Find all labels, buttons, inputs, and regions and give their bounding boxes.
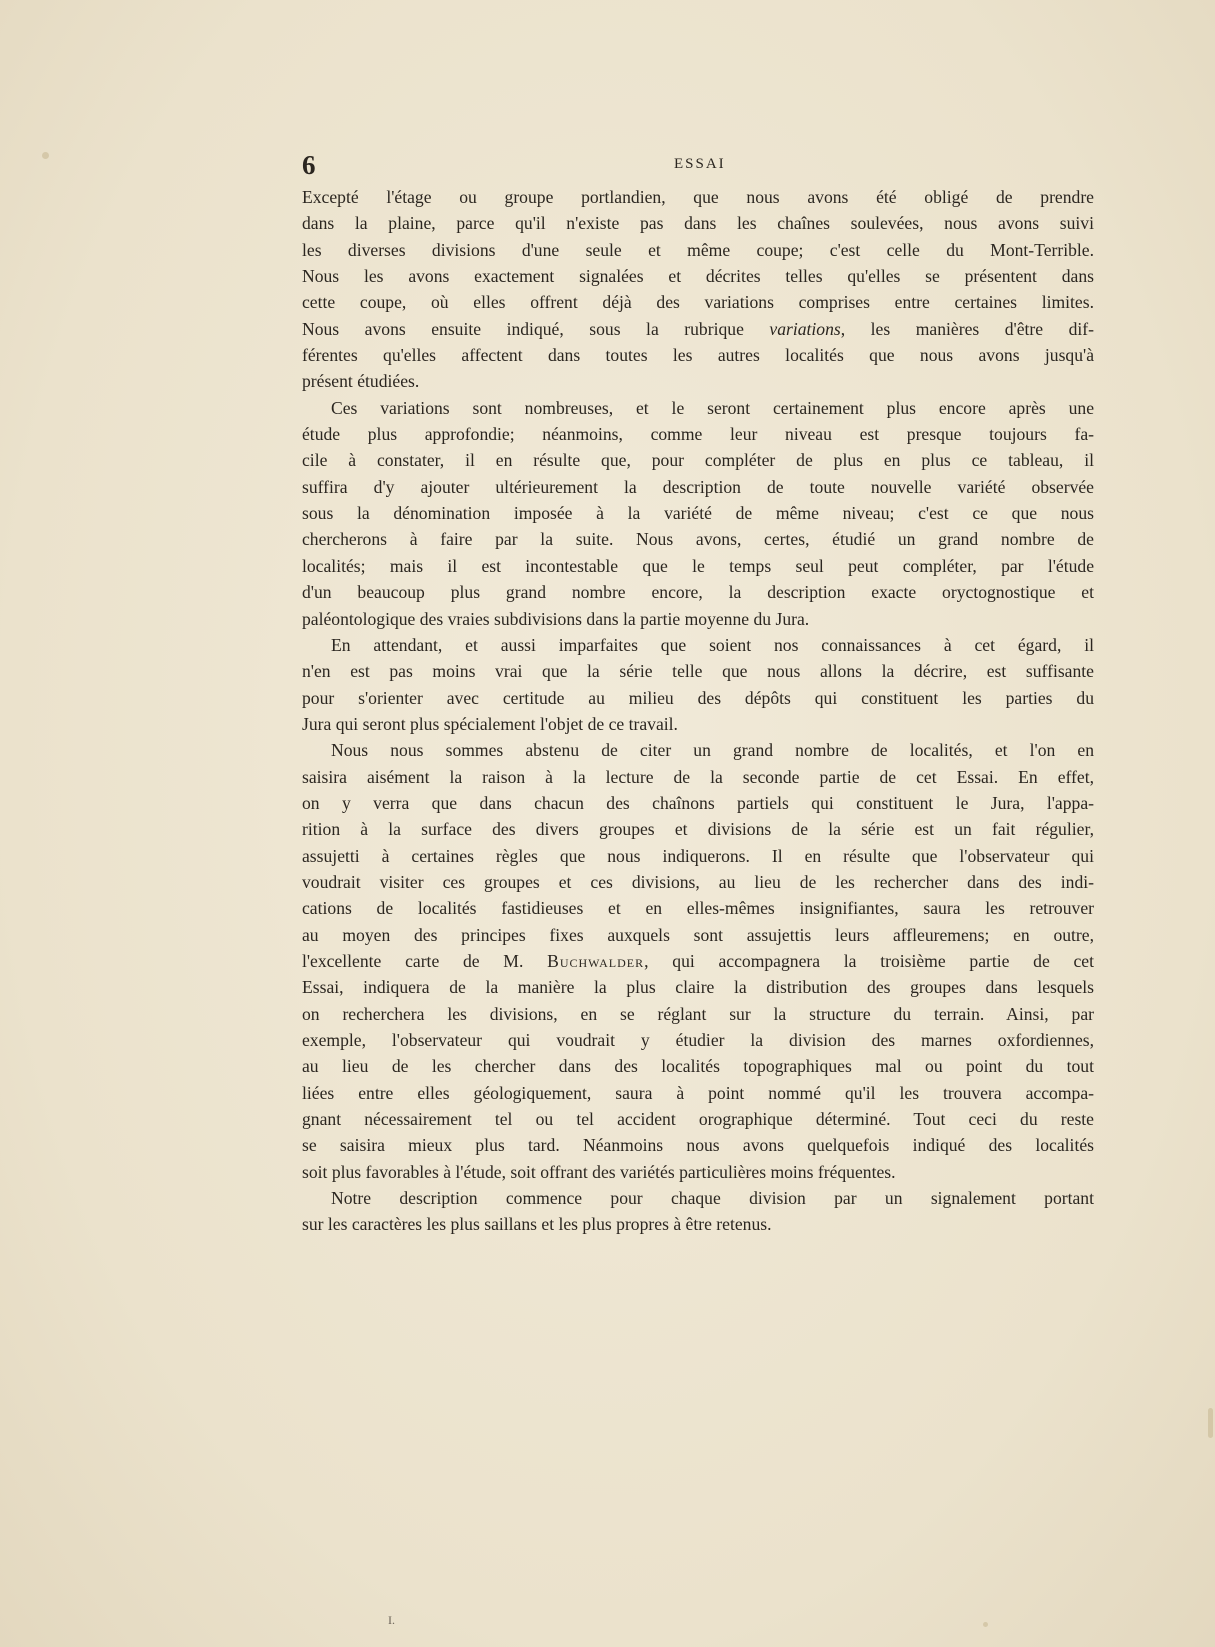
foxing-spot <box>1208 1408 1213 1438</box>
text-line: sous la dénomination imposée à la variété de même niveau; c'est ce que nous <box>302 503 1094 524</box>
page-header <box>302 150 1094 180</box>
text-line: étude plus approfondie; néanmoins, comme leur niveau est presque toujours fa- <box>302 424 1094 445</box>
text-line: rition à la surface des divers groupes et divisions de la série est un fait régulier, <box>302 819 1094 840</box>
text-line: assujetti à certaines règles que nous indiquerons. Il en résulte que l'observateur qui <box>302 845 1094 866</box>
running-head: ESSAI <box>674 156 726 172</box>
text-line: cette coupe, où elles offrent déjà des variations comprises entre certaines limites. <box>302 292 1094 313</box>
text-line: d'un beaucoup plus grand nombre encore, la description exacte oryctognostique et <box>302 582 1094 603</box>
text-line: Nous avons ensuite indiqué, sous la rubrique variations, les manières d'être dif- <box>302 318 1094 339</box>
paragraph <box>302 737 1094 1185</box>
text-line: voudrait visiter ces groupes et ces divisions, au lieu de les rechercher dans des indi- <box>302 871 1094 892</box>
text-line: on recherchera les divisions, en se réglant sur la structure du terrain. Ainsi, par <box>302 1003 1094 1024</box>
text-line: se saisira mieux plus tard. Néanmoins nous avons quelquefois indiqué des localités <box>302 1135 1094 1156</box>
text-line: soit plus favorables à l'étude, soit offrant des variétés particulières moins fréquentes. <box>302 1161 896 1182</box>
text-line: exemple, l'observateur qui voudrait y étudier la division des marnes oxfordiennes, <box>302 1030 1094 1050</box>
page-number: 6 <box>302 150 316 180</box>
signature-mark: I. <box>388 1613 395 1627</box>
text-line: Nous nous sommes abstenu de citer un grand nombre de localités, et l'on en <box>331 740 1094 761</box>
text-line: paléontologique des vraies subdivisions dans la partie moyenne du Jura. <box>302 608 810 629</box>
text-line: on y verra que dans chacun des chaînons partiels qui constituent le Jura, l'appa- <box>302 792 1094 813</box>
foxing-spot <box>42 152 49 159</box>
text-line: férentes qu'elles affectent dans toutes les autres localités que nous avons jusqu'à <box>302 345 1094 366</box>
paragraph <box>302 632 1094 737</box>
text-line: Jura qui seront plus spécialement l'objet de ce travail. <box>302 713 678 734</box>
text-line: Notre description commence pour chaque division par un signalement portant <box>331 1188 1094 1209</box>
text-line: Ces variations sont nombreuses, et le seront certainement plus encore après une <box>331 397 1094 418</box>
text-line: liées entre elles géologiquement, saura à point nommé qu'il les trouvera accompa- <box>302 1082 1094 1103</box>
text-line: En attendant, et aussi imparfaites que soient nos connaissances à cet égard, il <box>331 634 1094 655</box>
text-line: Essai, indiquera de la manière la plus claire la distribution des groupes dans lesquels <box>302 977 1094 998</box>
paragraph <box>302 395 1094 632</box>
text-line: au lieu de les chercher dans des localités topographiques mal ou point du tout <box>302 1056 1094 1077</box>
text-line: chercherons à faire par la suite. Nous avons, certes, étudié un grand nombre de <box>302 529 1094 550</box>
text-line: Nous les avons exactement signalées et décrites telles qu'elles se présentent dans <box>302 266 1094 287</box>
text-line: pour s'orienter avec certitude au milieu des dépôts qui constituent les parties du <box>302 687 1094 708</box>
text-line: Excepté l'étage ou groupe portlandien, que nous avons été obligé de prendre <box>302 187 1094 207</box>
text-line: cile à constater, il en résulte que, pour compléter de plus en plus ce tableau, il <box>302 450 1094 471</box>
text-line: cations de localités fastidieuses et en elles-mêmes insignifiantes, saura les retrouver <box>302 898 1094 919</box>
paragraph <box>302 1185 1094 1238</box>
text-line: l'excellente carte de M. Buchwalder, qui accompagnera la troisième partie de cet <box>302 950 1094 971</box>
text-line: présent étudiées. <box>302 371 420 392</box>
text-line: gnant nécessairement tel ou tel accident orographique déterminé. Tout ceci du reste <box>302 1109 1094 1130</box>
text-line: suffira d'y ajouter ultérieurement la description de toute nouvelle variété observée <box>302 476 1094 497</box>
text-line: dans la plaine, parce qu'il n'existe pas dans les chaînes soulevées, nous avons suivi <box>302 213 1094 234</box>
body-text <box>302 184 1094 1238</box>
text-line: au moyen des principes fixes auxquels sont assujettis leurs affleuremens; en outre, <box>302 924 1094 945</box>
text-line: saisira aisément la raison à la lecture de la seconde partie de cet Essai. En effet, <box>302 766 1094 787</box>
text-line: les diverses divisions d'une seule et même coupe; c'est celle du Mont-Terrible. <box>302 239 1094 260</box>
text-line: localités; mais il est incontestable que le temps seul peut compléter, par l'étude <box>302 555 1094 576</box>
text-line: n'en est pas moins vrai que la série telle que nous allons la décrire, est suffisante <box>302 661 1094 682</box>
text-line: sur les caractères les plus saillans et les plus propres à être retenus. <box>302 1214 772 1235</box>
foxing-spot <box>983 1622 988 1627</box>
paragraph <box>302 184 1094 395</box>
